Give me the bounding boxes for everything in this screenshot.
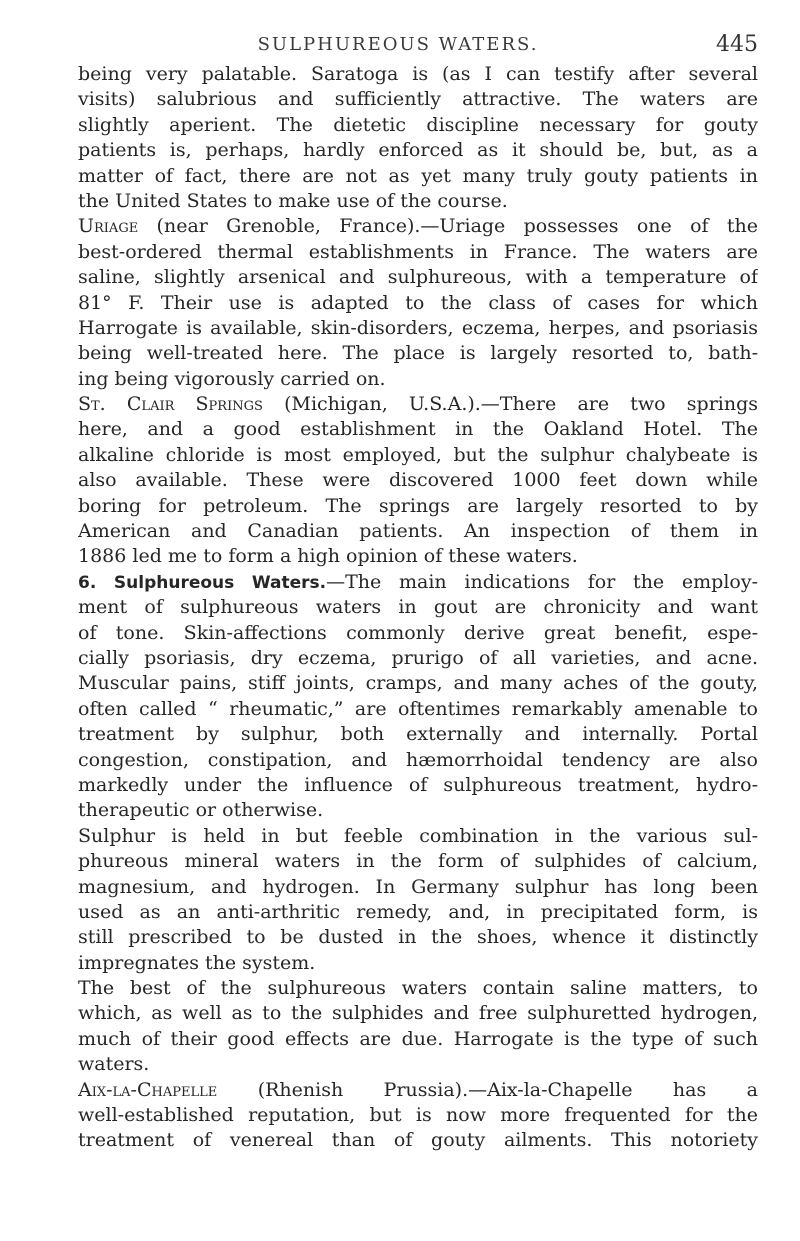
text-line: being well-treated here. The place is largely resorted to, bath- (78, 342, 758, 365)
text-line: much of their good effects are due. Harrogate is the type of such (78, 1027, 758, 1050)
text-line: Muscular pains, stiff joints, cramps, and many aches of the gouty, (78, 672, 758, 695)
text-line: The best of the sulphureous waters contain saline matters, to (78, 977, 758, 1000)
text-line: which, as well as to the sulphides and free sulphuretted hydrogen, (78, 1002, 758, 1025)
text-line: (Rhenish Prussia).—Aix-la-Chapelle has a (257, 1078, 758, 1101)
text-line: ment of sulphureous waters in gout are chronicity and want (78, 596, 758, 619)
place-heading: Aix-la-Chapelle (78, 1078, 218, 1101)
paragraph-section-6 (78, 570, 758, 595)
text-line: treatment of venereal than of gouty ailments. This notoriety (78, 1129, 758, 1152)
text-line: 81° F. Their use is adapted to the class of cases for which (78, 291, 758, 314)
paragraph-aix (78, 1078, 758, 1103)
page-number: 445 (716, 32, 758, 57)
text-line: slightly aperient. The dietetic discipline necessary for gouty (78, 113, 758, 136)
text-line: (near Grenoble, France).—Uriage possesses one of the (156, 215, 758, 238)
text-line: saline, slightly arsenical and sulphureous, with a temperature of (78, 266, 758, 289)
text-line: magnesium, and hydrogen. In Germany sulphur has long been (78, 875, 758, 898)
text-line: patients is, perhaps, hardly enforced as it should be, but, as a (78, 139, 758, 162)
place-heading: St. Clair Springs (78, 393, 263, 416)
text-line: boring for petroleum. The springs are largely resorted to by (78, 494, 758, 517)
text-line: (Michigan, U.S.A.).—There are two springs (284, 393, 758, 416)
text-line: —The main indications for the employ- (326, 570, 758, 593)
section-heading: 6. Sulphureous Waters. (78, 572, 327, 593)
text-line: congestion, constipation, and hæmorrhoidal tendency are also (78, 748, 758, 771)
book-page (78, 0, 758, 1154)
text-line: waters. (78, 1053, 150, 1076)
text-line: visits) salubrious and sufficiently attractive. The waters are (78, 88, 758, 111)
place-heading: Uriage (78, 215, 139, 238)
text-line: phureous mineral waters in the form of sulphides of calcium, (78, 850, 758, 873)
running-head: SULPHUREOUS WATERS. (257, 34, 539, 55)
text-line: Harrogate is available, skin-disorders, eczema, herpes, and psoriasis (78, 316, 758, 339)
text-line: used as an anti-arthritic remedy, and, in precipitated form, is (78, 900, 758, 923)
text-line: ing being vigorously carried on. (78, 367, 386, 390)
text-line: therapeutic or otherwise. (78, 799, 324, 822)
text-line: Sulphur is held in but feeble combination in the various sul- (78, 824, 758, 847)
text-line: markedly under the influence of sulphureous treatment, hydro- (78, 773, 758, 796)
text-line: 1886 led me to form a high opinion of these waters. (78, 545, 578, 568)
text-line: best-ordered thermal establishments in France. The waters are (78, 240, 758, 263)
text-line: still prescribed to be dusted in the shoes, whence it distinctly (78, 926, 758, 949)
text-line: also available. These were discovered 1000 feet down while (78, 469, 758, 492)
text-line: here, and a good establishment in the Oakland Hotel. The (78, 418, 758, 441)
text-line: well-established reputation, but is now more frequented for the (78, 1104, 758, 1127)
text-line: American and Canadian patients. An inspection of them in (78, 520, 758, 543)
text-line: often called “ rheumatic,” are oftentimes remarkably amenable to (78, 697, 758, 720)
text-line: matter of fact, there are not as yet many truly gouty patients in (78, 164, 758, 187)
text-line: impregnates the system. (78, 951, 316, 974)
text-line: being very palatable. Saratoga is (as I can testify after several (78, 63, 758, 85)
text-line: alkaline chloride is most employed, but the sulphur chalybeate is (78, 443, 758, 466)
paragraph-st-clair (78, 392, 758, 417)
page-header (78, 0, 758, 62)
paragraph-uriage (78, 214, 758, 239)
body-text (78, 62, 758, 1154)
text-line: of tone. Skin-affections commonly derive great benefit, espe- (78, 621, 758, 644)
text-line: cially psoriasis, dry eczema, prurigo of all varieties, and acne. (78, 646, 758, 669)
text-line: the United States to make use of the course. (78, 189, 508, 212)
text-line: treatment by sulphur, both externally and internally. Portal (78, 723, 758, 746)
